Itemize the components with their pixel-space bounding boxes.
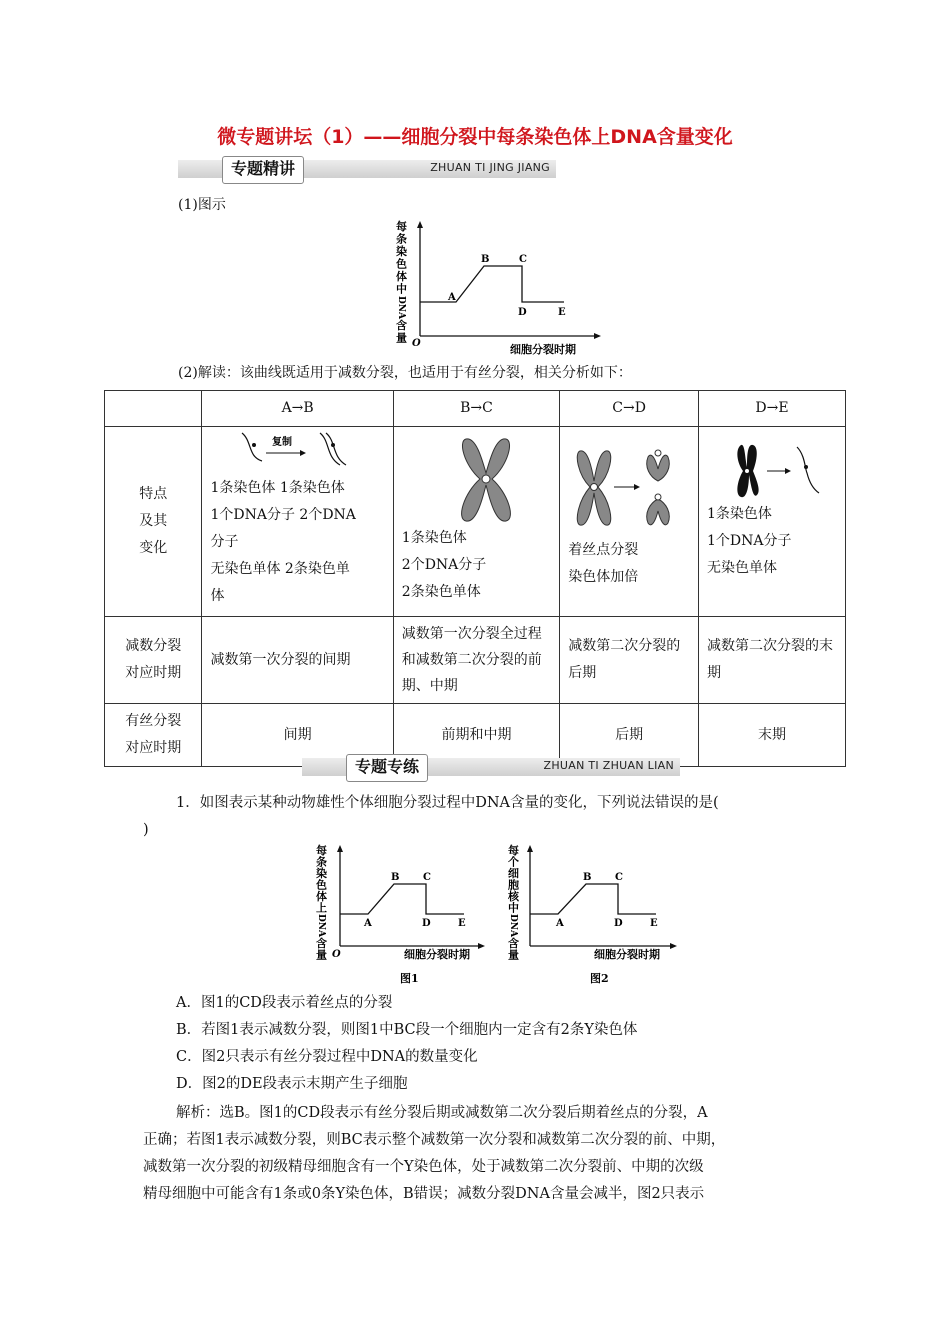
y-axis-label-char: 上 [316,901,327,915]
point-b: B [583,872,592,883]
y-axis-label-char: 含 [508,937,519,950]
y-axis-label-char: 中 [396,282,407,296]
y-axis-label-char: 每 [508,844,519,857]
cell-bc-features: 1条染色体 2个DNA分子 2条染色单体 [393,427,559,617]
analysis-table [104,390,846,767]
y-axis-label-char: 体 [316,890,327,903]
point-e: E [558,307,566,318]
option-d: D．图2的DE段表示末期产生子细胞 [176,1076,408,1092]
cell-de-meiosis: 减数第二次分裂的末期 [699,617,846,704]
point-d: D [614,918,623,929]
option-b: B．若图1表示减数分裂，则图1中BC段一个细胞内一定含有2条Y染色体 [176,1022,638,1038]
banner-label: 专题专练 [346,754,428,782]
point-d: D [422,918,431,929]
origin-label: O [412,338,421,349]
y-axis-label-char: DNA [396,296,406,320]
y-axis-label-char: 条 [316,855,327,869]
figure-caption: 图1 [400,972,419,985]
replication-diagram [234,431,354,475]
y-axis-label-char: 每 [316,844,327,857]
cell-de-mitosis: 末期 [699,704,846,767]
dna-curve [340,884,464,914]
cell-bc-mitosis: 前期和中期 [393,704,559,767]
y-axis-label-char: 条 [396,232,407,246]
y-axis-label-char: 个 [508,855,519,869]
dna-curve [420,266,564,302]
y-axis-label-char: 核 [508,890,519,903]
y-axis-label-char: 色 [396,257,407,271]
centromere-split-diagram [568,447,680,537]
page-title: 微专题讲坛（1）——细胞分裂中每条染色体上DNA含量变化 [217,126,733,148]
cell-cd-meiosis: 减数第二次分裂的后期 [560,617,699,704]
question-stem: 1．如图表示某种动物雄性个体细胞分裂过程中DNA含量的变化，下列说法错误的是( [176,795,719,811]
option-c: C．图2只表示有丝分裂过程中DNA的数量变化 [176,1049,478,1065]
analysis-line-1: 解析：选B。图1的CD段表示有丝分裂后期或减数第二次分裂后期着丝点的分裂，A [176,1105,708,1121]
point-b: B [481,254,490,265]
point-c: C [615,872,623,883]
point-c: C [423,872,431,883]
header-ab: A→B [202,391,393,427]
x-axis-label: 细胞分裂时期 [510,343,576,356]
y-axis-label-char: 色 [316,878,327,892]
y-axis-label-char: 中 [508,901,519,915]
y-axis-label-char: 量 [396,331,407,345]
y-axis-label [396,219,407,345]
question-stem-end: ) [143,822,149,838]
cell-bc-meiosis: 减数第一次分裂全过程和减数第二次分裂的前期、中期 [393,617,559,704]
y-axis-label-char: 染 [316,867,327,880]
analysis-line-3: 减数第一次分裂的初级精母细胞含有一个Y染色体，处于减数第二次分裂前、中期的次级 [143,1159,704,1175]
y-axis-label-char: 染 [396,245,407,258]
point-a: A [556,918,564,929]
cell-de-features: 1条染色体 1个DNA分子 无染色单体 [699,427,846,617]
point-a: A [364,918,372,929]
header-cd: C→D [560,391,699,427]
cell-cd-mitosis: 后期 [560,704,699,767]
section-banner-lecture [178,156,556,182]
y-axis-label-char: DNA [316,914,326,938]
point-b: B [391,872,400,883]
point-c: C [519,254,527,265]
y-axis-label-char: 细 [508,867,519,880]
y-axis-label-char: 量 [508,948,519,962]
question-figure-1 [308,842,488,990]
y-axis-label [507,843,520,962]
y-axis-label-char: 每 [396,220,407,233]
row-label-meiosis: 减数分裂 对应时期 [105,617,202,704]
point-a: A [448,292,456,303]
x-axis-label: 细胞分裂时期 [594,948,660,961]
cell-cd-features: 着丝点分裂 染色体加倍 [560,427,699,617]
daughter-chromosome-diagram [727,441,837,501]
section-heading-interpretation: (2)解读：该曲线既适用于减数分裂，也适用于有丝分裂，相关分析如下： [178,365,632,381]
cell-ab-mitosis: 间期 [202,704,393,767]
point-e: E [458,918,466,929]
question-figure-2 [500,842,680,990]
y-axis-label-char: 含 [316,937,327,950]
cell-ab-meiosis: 减数第一次分裂的间期 [202,617,393,704]
y-axis-label [316,843,327,962]
dna-content-graph [388,218,608,358]
y-axis-label-char: 量 [316,948,327,962]
banner-label: 专题精讲 [222,156,304,184]
y-axis-label-char: 含 [396,319,407,332]
row-label-mitosis: 有丝分裂 对应时期 [105,704,202,767]
origin-label: O [332,949,341,960]
point-d: D [518,307,527,318]
x-axis-label: 细胞分裂时期 [404,948,470,961]
section-heading-diagram: (1)图示 [178,197,226,213]
header-bc: B→C [393,391,559,427]
header-de: D→E [699,391,846,427]
y-axis-label-char: DNA [508,914,518,938]
analysis-line-2: 正确；若图1表示减数分裂，则BC表示整个减数第一次分裂和减数第二次分裂的前、中期， [143,1132,726,1148]
point-e: E [650,918,658,929]
cell-ab-features: 复制 1条染色体 1条染色体 1个DNA分子 2个DNA 分子 无染色单体 2条染色单 体 [202,427,393,617]
y-axis-label-char: 体 [396,270,407,283]
figure-caption: 图2 [590,972,609,985]
copy-label: 复制 [272,437,293,448]
option-a: A．图1的CD段表示着丝点的分裂 [176,995,393,1011]
dna-curve [530,884,656,914]
y-axis-label-char: 胞 [508,878,519,892]
section-banner-practice [302,754,680,780]
banner-pinyin: ZHUAN TI ZHUAN LIAN [543,759,674,772]
analysis-line-4: 精母细胞中可能含有1条或0条Y染色体，B错误；减数分裂DNA含量会减半，图2只表示 [143,1186,705,1202]
banner-pinyin: ZHUAN TI JING JIANG [430,161,550,174]
row-label-features: 特点 及其 变化 [105,427,202,617]
chromosome-x-icon [446,435,526,525]
